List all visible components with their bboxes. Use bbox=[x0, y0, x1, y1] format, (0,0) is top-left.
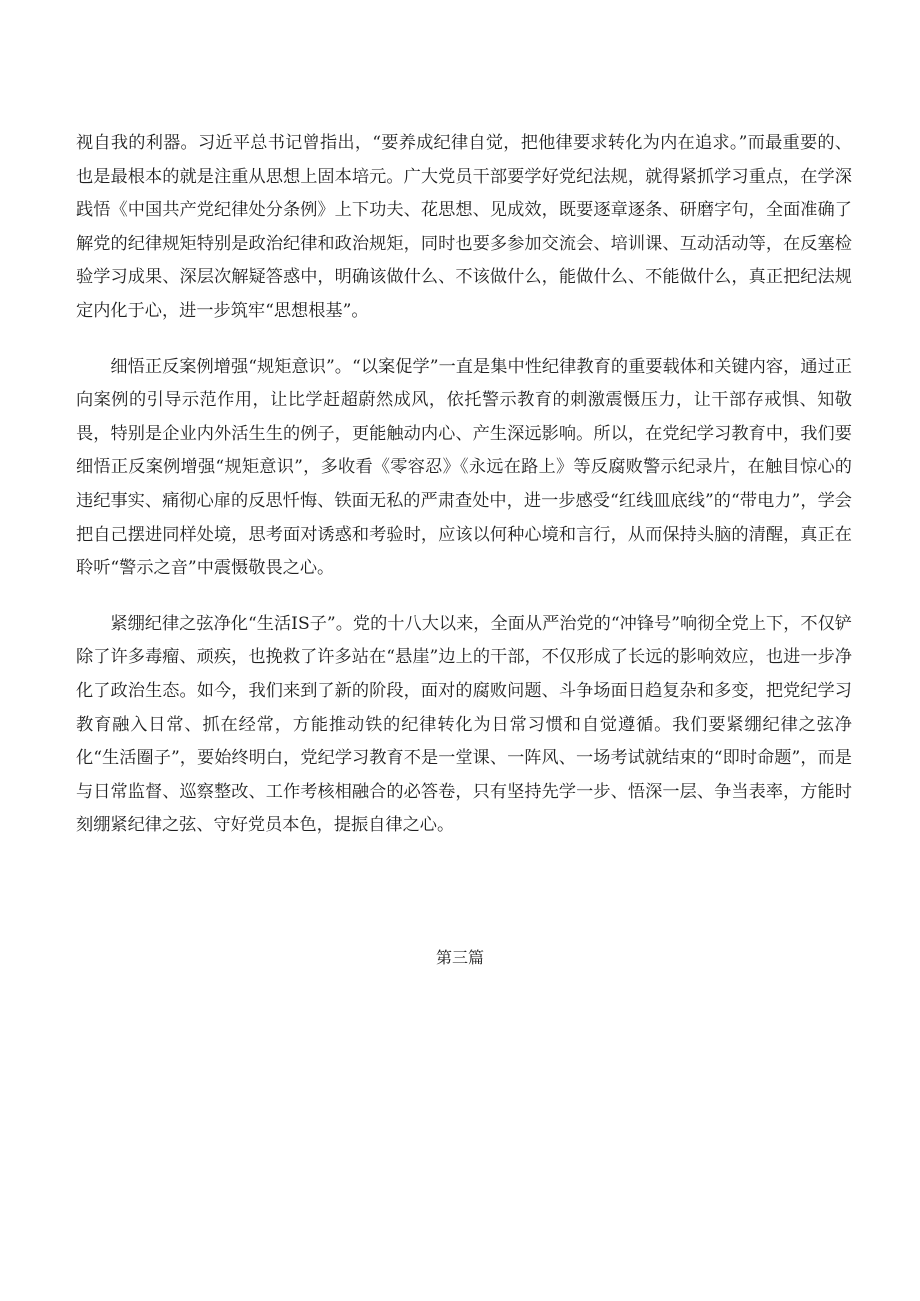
paragraph-ideological-foundation: 视自我的利器。习近平总书记曾指出，“要养成纪律自觉，把他律要求转化为内在追求。”而最重要的、也是最根本的就是注重从思想上固本培元。广大党员干部要学好党纪法规，就得紧抓学习重点，在学深践悟《中国共产党纪律处分条例》上下功夫、花思想、见成效，既要逐章逐条、研磨字句，全面准确了解党的纪律规矩特别是政治纪律和政治规矩，同时也要多参加交流会、培训课、互动活动等，在反塞检验学习成果、深层次解疑答惑中，明确该做什么、不该做什么，能做什么、不能做什么，真正把纪法规定内化于心，进一步筑牢“思想根基”。 bbox=[76, 133, 852, 321]
paragraph-case-study-awareness: 细悟正反案例增强“规矩意识”。“以案促学”一直是集中性纪律教育的重要载体和关键内容，通过正向案例的引导示范作用，让比学赶超蔚然成风，依托警示教育的刺激震慑压力，让干部存戒惧、知敬畏，特别是企业内外活生生的例子，更能触动内心、产生深远影响。所以，在党纪学习教育中，我们要细悟正反案例增强“规矩意识”，多收看《零容忍》《永远在路上》等反腐败警示纪录片，在触目惊心的违纪事实、痛彻心扉的反思忏悔、铁面无私的严肃查处中，进一步感受“红线皿底线”的“带电力”，学会把自己摆进同样处境，思考面对诱惑和考验时，应该以何种心境和言行，从而保持头脑的清醒，真正在聆听“警示之音”中震慑敬畏之心。 bbox=[76, 356, 852, 579]
section-title: 第三篇 bbox=[435, 948, 484, 967]
document-body bbox=[76, 127, 852, 843]
paragraph-discipline-life-circle: 紧绷纪律之弦净化“生活IS子”。党的十八大以来，全面从严治党的“冲锋号”响彻全党上下，不仅铲除了许多毒瘤、顽疾，也挽救了许多站在“悬崖”边上的干部，不仅形成了长远的影响效应，也进一步净化了政治生态。如今，我们来到了新的阶段，面对的腐败问题、斗争场面日趋复杂和多变，把党纪学习教育融入日常、抓在经常，方能推动铁的纪律转化为日常习惯和自觉遵循。我们要紧绷纪律之弦净化“生活圈子”，要始终明白，党纪学习教育不是一堂课、一阵风、一场考试就结束的“即时命题”，而是与日常监督、巡察整改、工作考核相融合的必答卷，只有坚持先学一步、悟深一层、争当表率，方能时刻绷紧纪律之弦、守好党员本色，提振自律之心。 bbox=[76, 613, 852, 836]
